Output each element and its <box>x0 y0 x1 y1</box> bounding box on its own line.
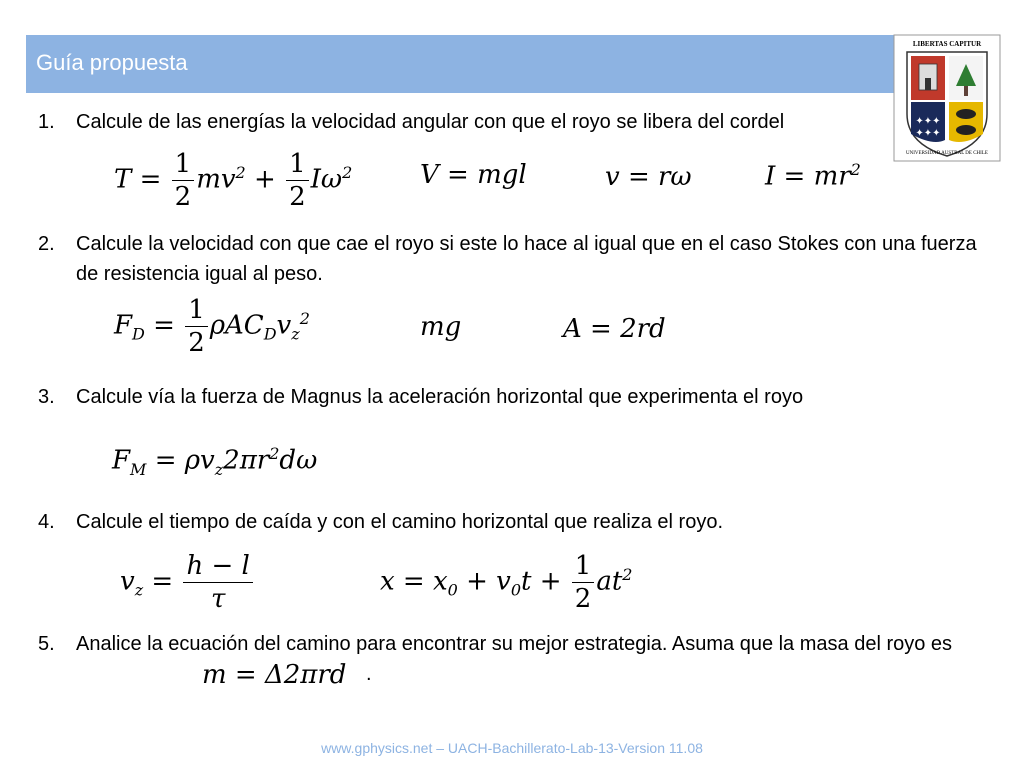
item-text: Calcule el tiempo de caída y con el camino horizontal que realiza el royo. <box>76 511 724 533</box>
svg-text:✦✦✦: ✦✦✦ <box>915 116 941 127</box>
logo-banner-text: LIBERTAS CAPITUR <box>912 40 982 48</box>
item-5-period: . <box>366 663 372 685</box>
item-text: Analice la ecuación del camino para encontrar su mejor estrategia. Asuma que la masa del royo es <box>76 633 953 655</box>
item-text: Calcule la velocidad con que cae el royo si este lo hace al igual que en el caso Stokes con una fuerza de resistencia igual al peso. <box>76 233 977 285</box>
item-text: Calcule vía la fuerza de Magnus la aceleración horizontal que experimenta el royo <box>76 386 804 408</box>
fall-velocity-formula: $v_z$ = $\frac{h - l}{\tau}$ <box>120 550 255 615</box>
item-number: 2. <box>38 233 55 255</box>
kinetic-energy-formula: T = $\frac{1}{2}$ $mv^2$ + $\frac{1}{2}$ $I\omega^2$ <box>114 149 353 212</box>
magnus-force-formula: $F_M = \rho v_z2\pi r^2d\omega$ <box>112 444 318 479</box>
mass-formula: m = Δ2πrd <box>202 660 347 690</box>
horizontal-path-formula: $x = x_0 + v_0t$ + $\frac{1}{2}$ $at^2$ <box>380 551 633 614</box>
drag-force-formula: $F_D$ = $\frac{1}{2}$ $\rho AC_Dv_z^2$ <box>114 295 310 358</box>
svg-text:✦✦✦: ✦✦✦ <box>915 128 941 139</box>
item-number: 4. <box>38 511 55 533</box>
item-number: 1. <box>38 111 55 133</box>
inertia-formula: $I = mr^2$ <box>765 160 861 192</box>
potential-energy-formula: V = mgl <box>420 160 527 190</box>
item-number: 5. <box>38 633 55 655</box>
weight-formula: mg <box>420 312 462 342</box>
item-number: 3. <box>38 386 55 408</box>
item-text: Calcule de las energías la velocidad angular con que el royo se libera del cordel <box>76 111 785 133</box>
slide-header-bar <box>26 35 896 93</box>
slide-footer: www.gphysics.net – UACH-Bachillerato-Lab-13-Version 11.08 <box>321 740 703 756</box>
university-logo <box>893 34 1001 162</box>
slide-title: Guía propuesta <box>36 50 188 75</box>
logo-ring-text: UNIVERSIDAD AUSTRAL DE CHILE <box>906 151 988 156</box>
velocity-formula: v = rω <box>605 162 692 192</box>
area-formula: A = 2rd <box>563 314 666 344</box>
